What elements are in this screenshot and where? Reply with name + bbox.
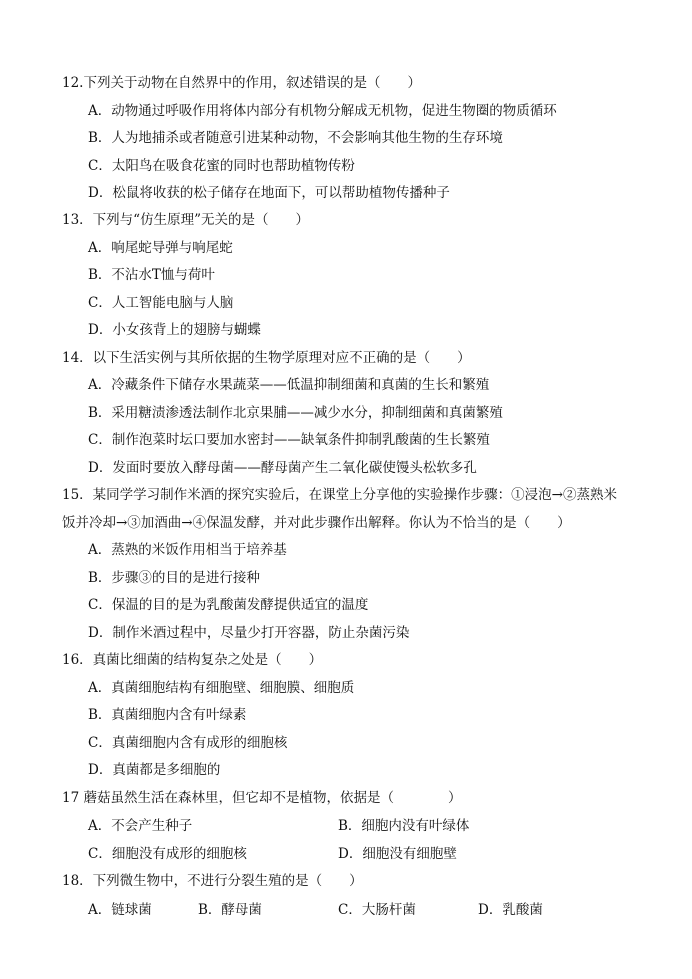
question-15-stem: 15．某同学学习制作米酒的探究实验后，在课堂上分享他的实验操作步骤：①浸泡→②蒸熟米 [62,487,617,503]
question-15-option-c: C．保温的目的是为乳酸菌发酵提供适宜的温度 [88,597,369,613]
question-12-option-c: C．太阳鸟在吸食花蜜的同时也帮助植物传粉 [88,158,355,174]
question-12-option-b: B．人为地捕杀或者随意引进某种动物，不会影响其他生物的生存环境 [88,130,503,146]
question-17-option-c: C．细胞没有成形的细胞核 [88,846,247,862]
question-18-option-b: B．酵母菌 [198,902,262,918]
question-16-option-d: D．真菌都是多细胞的 [88,762,221,778]
question-16-option-c: C．真菌细胞内含有成形的细胞核 [88,735,288,751]
question-18-option-a: A．链球菌 [88,902,152,918]
question-16-option-a: A．真菌细胞结构有细胞壁、细胞膜、细胞质 [88,680,355,696]
question-14-option-d: D．发面时要放入酵母菌——酵母菌产生二氧化碳使馒头松软多孔 [88,460,477,476]
question-16-stem: 16．真菌比细菌的结构复杂之处是（ ） [62,652,323,668]
question-13-option-a: A．响尾蛇导弹与响尾蛇 [88,240,233,256]
question-18-option-d: D．乳酸菌 [478,902,543,918]
question-17-option-a: A．不会产生种子 [88,818,193,834]
question-14-option-a: A．冷藏条件下储存水果蔬菜——低温抑制细菌和真菌的生长和繁殖 [88,377,490,393]
question-15-option-d: D．制作米酒过程中，尽量少打开容器，防止杂菌污染 [88,625,410,641]
question-14-option-c: C．制作泡菜时坛口要加水密封——缺氧条件抑制乳酸菌的生长繁殖 [88,432,490,448]
question-14-stem: 14．以下生活实例与其所依据的生物学原理对应不正确的是（ ） [62,350,471,366]
question-12-stem: 12.下列关于动物在自然界中的作用，叙述错误的是（ ） [62,75,421,91]
question-12-option-a: A．动物通过呼吸作用将体内部分有机物分解成无机物，促进生物圈的物质循环 [88,103,557,119]
question-13-option-c: C．人工智能电脑与人脑 [88,295,234,311]
question-17-option-d: D．细胞没有细胞壁 [338,846,457,862]
question-14-option-b: B．采用糖渍渗透法制作北京果脯——减少水分，抑制细菌和真菌繁殖 [88,405,503,421]
question-17-option-b: B．细胞内没有叶绿体 [338,818,470,834]
question-13-option-d: D．小女孩背上的翅膀与蝴蝶 [88,322,261,338]
question-18-stem: 18．下列微生物中，不进行分裂生殖的是（ ） [62,873,363,889]
question-17-stem: 17 蘑菇虽然生活在森林里，但它却不是植物，依据是（ ） [62,790,462,806]
question-18-option-c: C．大肠杆菌 [338,902,416,918]
question-13-stem: 13．下列与“仿生原理”无关的是（ ） [62,212,309,228]
question-15-option-b: B．步骤③的目的是进行接种 [88,570,260,586]
question-15-stem-continued: 饭并冷却→③加酒曲→④保温发酵，并对此步骤作出解释。你认为不恰当的是（ ） [62,515,571,531]
question-13-option-b: B．不沾水T恤与荷叶 [88,267,215,283]
question-15-option-a: A．蒸熟的米饭作用相当于培养基 [88,542,287,558]
question-16-option-b: B．真菌细胞内含有叶绿素 [88,707,247,723]
question-12-option-d: D．松鼠将收获的松子储存在地面下，可以帮助植物传播种子 [88,185,450,201]
